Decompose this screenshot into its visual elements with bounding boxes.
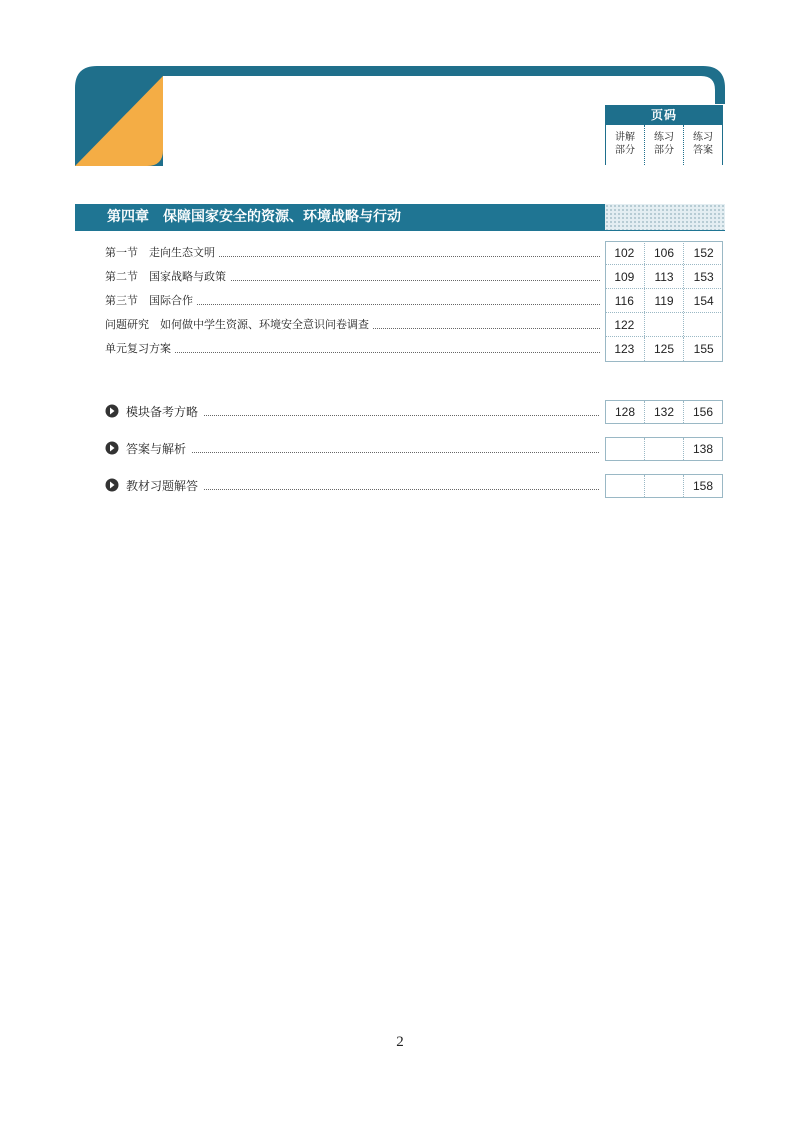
column-header-answers: 练习 答案	[693, 132, 713, 156]
toc-module-textbook-exercises[interactable]	[105, 474, 605, 498]
toc-entry-label: 第二节 国家战略与政策	[105, 265, 230, 289]
page-answer: 138	[692, 442, 714, 456]
page-answer: 154	[693, 294, 714, 308]
page-practice: 106	[645, 241, 685, 264]
page-practice: 113	[645, 265, 685, 288]
page-practice: 125	[645, 337, 685, 361]
toc-module-answers[interactable]	[105, 437, 605, 461]
page-practice	[645, 475, 684, 497]
column-header-practice: 练习 部分	[645, 125, 684, 165]
page-code-columns	[605, 125, 723, 165]
chapter-title: 第四章 保障国家安全的资源、环境战略与行动	[107, 209, 401, 225]
chapter-bar	[75, 204, 725, 230]
toc-module-label: 模块备考方略	[126, 400, 204, 424]
page-practice: 119	[645, 289, 685, 312]
arrow-circle-icon	[105, 478, 119, 492]
page-lecture: 123	[605, 337, 645, 361]
column-header-lecture: 讲解 部分	[606, 125, 645, 165]
page-lecture	[606, 475, 645, 497]
page-lecture	[606, 438, 645, 460]
toc-entry-pages	[605, 337, 723, 361]
toc-module-pages	[605, 437, 723, 461]
page-code-header: 页码	[605, 105, 723, 125]
page-answer: 158	[692, 479, 714, 493]
toc-entry-label: 单元复习方案	[105, 337, 175, 361]
page-practice: 132	[645, 401, 684, 423]
toc-entry-label: 问题研究 如何做中学生资源、环境安全意识问卷调查	[105, 313, 373, 337]
toc-entry-pages	[605, 241, 723, 265]
toc-entry-label: 第一节 走向生态文明	[105, 241, 219, 265]
page-answer: 155	[693, 342, 714, 356]
toc-entry-pages	[605, 313, 723, 337]
toc-entry-label: 第三节 国际合作	[105, 289, 197, 313]
page-answer	[684, 313, 723, 336]
chapter-bar-pattern	[605, 204, 725, 230]
page-number: 2	[396, 1034, 404, 1050]
arrow-circle-icon	[105, 404, 119, 418]
page-practice	[645, 313, 685, 336]
toc-module-exam-strategy[interactable]	[105, 400, 605, 424]
arrow-circle-icon	[105, 441, 119, 455]
page-answer: 153	[693, 270, 714, 284]
page-practice	[645, 438, 684, 460]
page-lecture: 128	[606, 401, 645, 423]
page-lecture: 122	[605, 313, 645, 336]
toc-module-pages	[605, 400, 723, 424]
toc-entry-pages	[605, 289, 723, 313]
page-lecture: 109	[605, 265, 645, 288]
page-lecture: 102	[605, 241, 645, 264]
toc-module-label: 教材习题解答	[126, 474, 204, 498]
toc-module-pages	[605, 474, 723, 498]
toc-entry-pages	[605, 265, 723, 289]
page-lecture: 116	[605, 289, 645, 312]
toc-module-label: 答案与解析	[126, 437, 192, 461]
page-answer: 152	[693, 246, 714, 260]
page-answer: 156	[692, 405, 714, 419]
